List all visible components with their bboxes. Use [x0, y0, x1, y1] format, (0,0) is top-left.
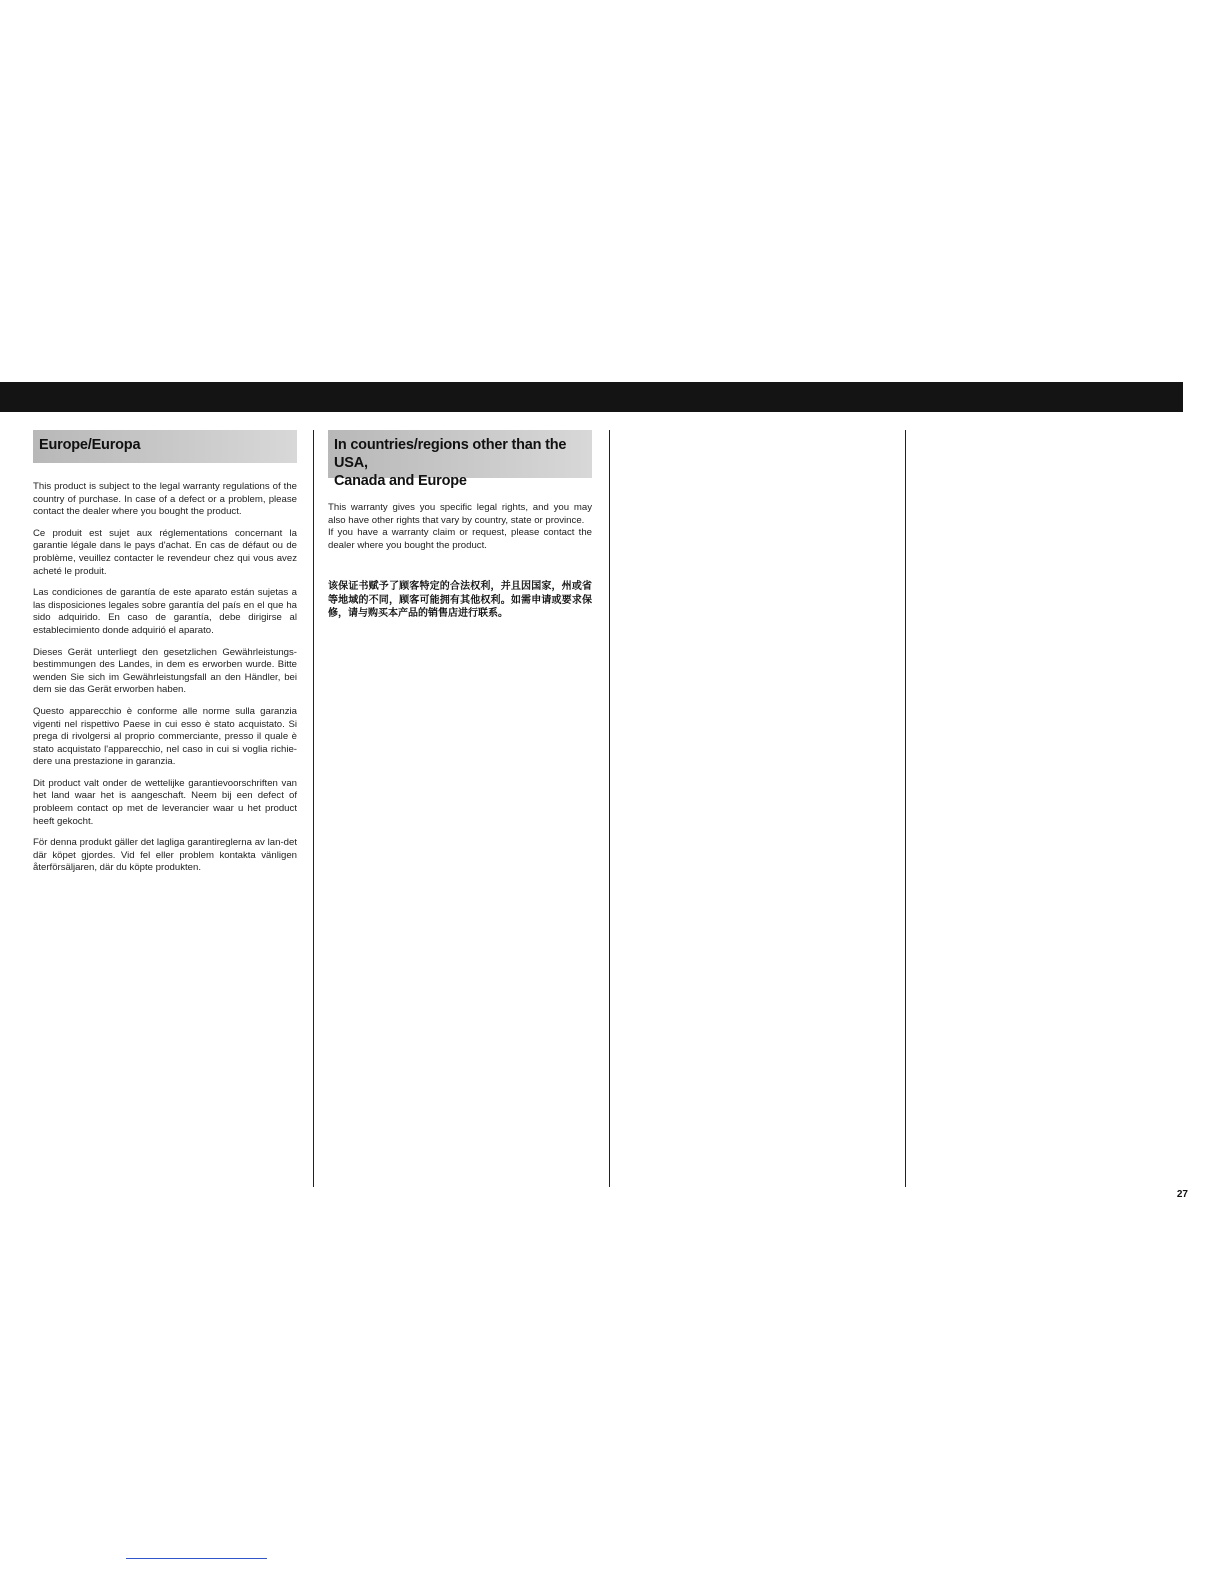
other-regions-paragraph-claim: If you have a warranty claim or request, please contact the dealer where you bought the product. — [328, 527, 592, 551]
other-regions-heading-line1: In countries/regions other than the USA, — [334, 437, 567, 471]
column-divider — [609, 430, 610, 1187]
column-divider — [313, 430, 314, 1187]
europe-paragraph-de: Dieses Gerät unterliegt den gesetzlichen Gewährleistungs-bestimmungen des Landes, in dem es erworben wurde. Bitte wenden Sie sich im Gewährleistungsfall an den Händler, bei dem sie das Gerät erworben haben. — [33, 646, 297, 696]
europe-paragraph-es: Las condiciones de garantía de este aparato están sujetas a las disposiciones legales sobre garantía del país en el que ha sido adquirido. En caso de garantía, debe dirigirse al establecimiento donde adquirió el aparato. — [33, 587, 297, 636]
header-band — [0, 382, 1183, 412]
europe-paragraph-en: This product is subject to the legal warranty regulations of the country of purchase. In case of a defect or a problem, please contact the dealer where you bought the product. — [33, 481, 297, 518]
other-regions-heading-box — [328, 430, 592, 489]
other-regions-section — [328, 430, 592, 630]
europe-heading-box — [33, 430, 297, 463]
other-regions-heading-line2: Canada and Europe — [334, 473, 467, 489]
column-divider — [905, 430, 906, 1187]
page-number: 27 — [1176, 1189, 1188, 1200]
europe-paragraph-fr: Ce produit est sujet aux réglementations concernant la garantie légale dans le pays d'achat. En cas de défaut ou de problème, veuillez contacter le revendeur chez qui vous avez acheté le produit. — [33, 527, 297, 577]
other-regions-paragraph-rights: This warranty gives you specific legal rights, and you may also have other rights that vary by country, state or province. — [328, 502, 592, 526]
europe-section — [33, 430, 297, 884]
europe-paragraph-sv: För denna produkt gäller det lagliga garantireglerna av lan-det där köpet gjordes. Vid fel eller problem kontakta vänligen återförsäljaren, där du köpte produkten. — [33, 837, 297, 874]
other-regions-paragraph-cn: 该保证书赋予了顾客特定的合法权利，并且因国家，州或省等地域的不同，顾客可能拥有其他权利。如需申请或要求保修，请与购买本产品的销售店进行联系。 — [328, 581, 592, 620]
europe-paragraph-it: Questo apparecchio è conforme alle norme sulla garanzia vigenti nel rispettivo Paese in cui esso è stato acquistato. Si prega di rivolgersi al proprio commerciante, presso il quale è stato acquistato l'apparecchio, nel caso in cui si voglia richie-dere una prestazione in garanzia. — [33, 705, 297, 768]
europe-heading: Europe/Europa — [39, 437, 141, 453]
bottom-rule — [126, 1558, 267, 1559]
europe-paragraph-nl: Dit product valt onder de wettelijke garantievoorschriften van het land waar het is aangeschaft. Neem bij een defect of probleem contact op met de leverancier waar u het product heeft gekocht. — [33, 777, 297, 827]
other-regions-heading — [334, 436, 586, 490]
